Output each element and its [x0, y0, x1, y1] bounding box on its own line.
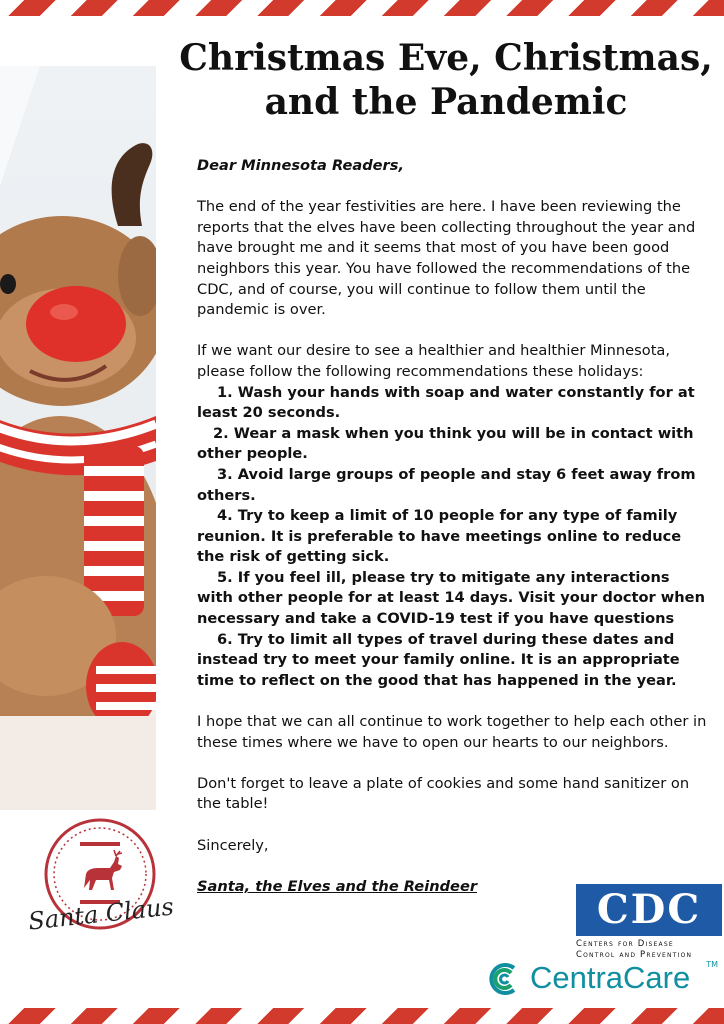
cdc-logo-mark: CDC: [576, 884, 722, 936]
letter-body: [197, 156, 707, 897]
centracare-swirl-icon: [484, 958, 526, 1000]
title-line-2: and the Pandemic: [264, 81, 628, 123]
recommendation-item: 5. If you feel ill, please try to mitigate any interactions with other people for at least 14 days. Visit your doctor when necessary and take a COVID-19 test if you have questions: [197, 568, 705, 628]
recommendation-item: 2. Wear a mask when you think you will be in contact with other people.: [197, 424, 694, 463]
top-candy-stripe-border: [0, 0, 724, 16]
cookies-paragraph: Don't forget to leave a plate of cookies and some hand sanitizer on the table!: [197, 774, 690, 813]
santa-claus-handwritten-signature: Santa Claus: [26, 892, 175, 936]
recommendation-item: 6. Try to limit all types of travel during these dates and instead try to meet your family online. It is an appropriate time to reflect on the good that has happened in the year.: [197, 630, 680, 689]
title-line-1: Christmas Eve, Christmas,: [179, 37, 713, 79]
recommendation-item: 1. Wash your hands with soap and water constantly for at least 20 seconds.: [197, 383, 695, 422]
signature: Santa, the Elves and the Reindeer: [197, 877, 478, 895]
reindeer-plush-photo: [0, 66, 156, 810]
intro-paragraph: The end of the year festivities are here. I have been reviewing the reports that the elves have been collecting throughout the year and have brought me and it seems that most of you have been good neighbors this year. You have followed the recommendations of the CDC, and of course, you will continue to follow them until the pandemic is over.: [197, 198, 696, 319]
centracare-logo: [484, 958, 720, 1002]
recommendation-item: 4. Try to keep a limit of 10 people for any type of family reunion. It is preferable to have meetings online to reduce the risk of getting sick.: [197, 507, 682, 566]
page-title: [176, 36, 716, 124]
hope-paragraph: I hope that we can all continue to work together to help each other in these times where we have to open our hearts to our neighbors.: [197, 713, 707, 751]
cdc-subtitle: Centers for Disease Control and Prevention: [576, 939, 693, 960]
trademark-mark: TM: [706, 960, 718, 969]
greeting: Dear Minnesota Readers,: [197, 157, 404, 174]
recommendation-item: 3. Avoid large groups of people and stay 6 feet away from others.: [197, 465, 696, 504]
closing: Sincerely,: [197, 836, 269, 854]
bottom-candy-stripe-border: [0, 1008, 724, 1024]
cdc-logo: [576, 884, 722, 961]
recommendations-intro: If we want our desire to see a healthier and healthier Minnesota, please follow the following recommendations these holidays:: [197, 342, 670, 380]
centracare-name: CentraCare: [530, 960, 691, 995]
